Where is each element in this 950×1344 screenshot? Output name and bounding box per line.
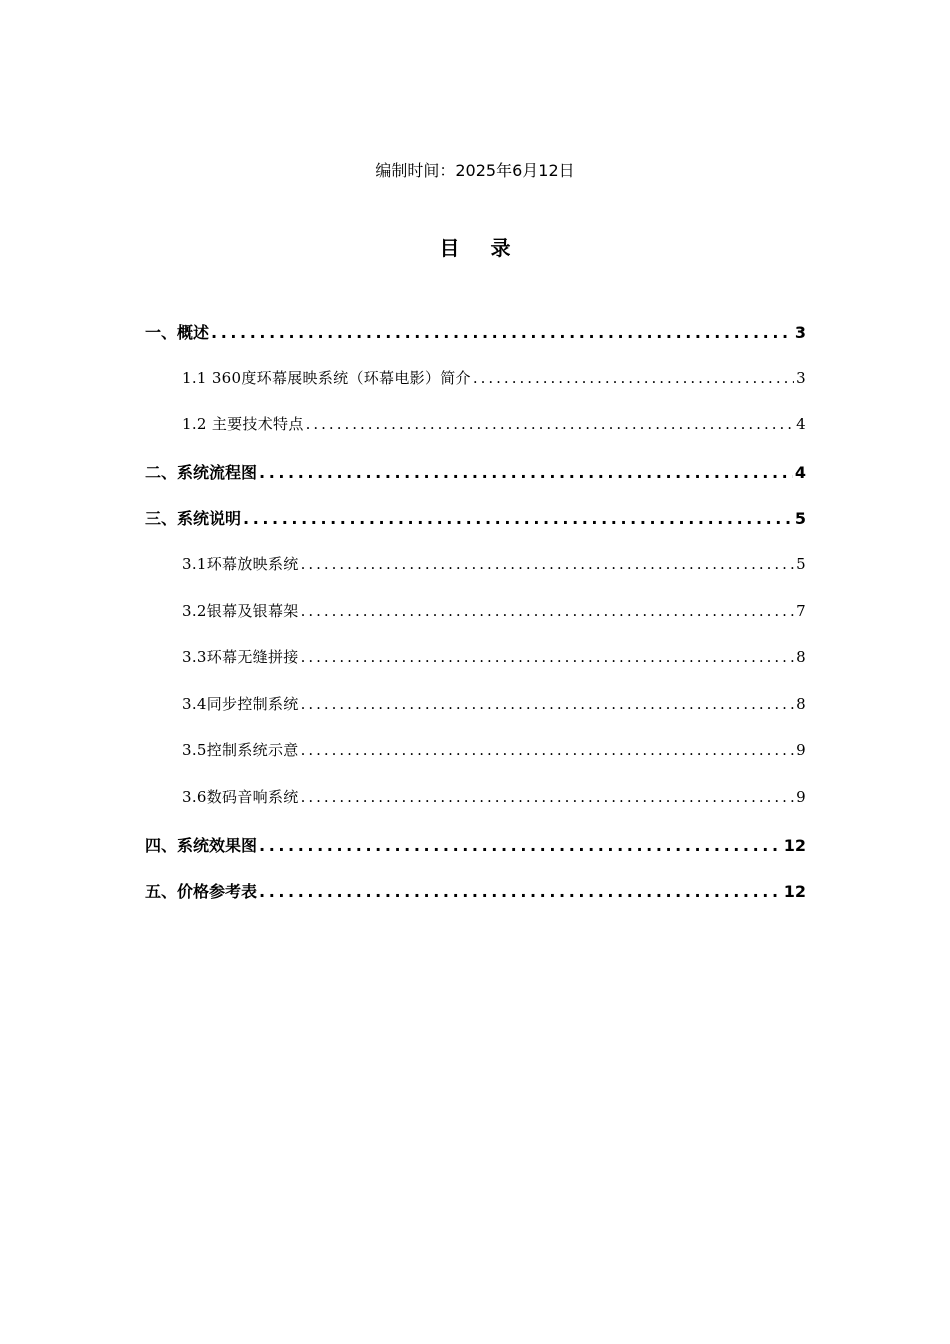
toc-page-number: 4 — [794, 462, 806, 482]
compile-date: 编制时间：2025年6月12日 — [375, 161, 575, 180]
toc-dot-leader — [259, 836, 782, 855]
toc-title: 目 录 — [439, 236, 523, 260]
toc-entry-text: 3.2银幕及银幕架 — [182, 601, 299, 620]
toc-dot-leader — [306, 415, 795, 433]
table-of-contents — [145, 320, 806, 926]
toc-page-number: 8 — [796, 648, 806, 667]
toc-entry-text: 一、概述 — [145, 323, 210, 342]
toc-entry-flowchart[interactable] — [145, 460, 806, 507]
toc-entry-text: 3.4同步控制系统 — [182, 694, 299, 713]
toc-entry-3-4[interactable] — [145, 693, 806, 740]
toc-page-number: 8 — [796, 694, 806, 713]
toc-dot-leader — [259, 882, 782, 901]
toc-entry-effect-renderings[interactable] — [145, 833, 806, 880]
toc-entry-text: 1.2 主要技术特点 — [182, 415, 304, 434]
toc-dot-leader — [243, 509, 793, 528]
toc-entry-text: 3.5控制系统示意 — [182, 741, 299, 760]
toc-entry-price-reference[interactable] — [145, 879, 806, 926]
toc-entry-text: 二、系统流程图 — [145, 462, 258, 482]
toc-entry-text: 3.1环幕放映系统 — [182, 554, 299, 573]
toc-entry-3-5[interactable] — [145, 739, 806, 786]
toc-entry-text: 三、系统说明 — [145, 509, 242, 529]
toc-entry-1-1[interactable] — [145, 367, 806, 414]
toc-entry-3-6[interactable] — [145, 786, 806, 833]
toc-dot-leader — [301, 602, 795, 620]
toc-page-number: 12 — [783, 882, 806, 902]
toc-entry-text: 3.6数码音响系统 — [182, 787, 299, 806]
toc-entry-text: 3.3环幕无缝拼接 — [182, 648, 299, 667]
toc-entry-3-2[interactable] — [145, 600, 806, 647]
toc-entry-1-2[interactable] — [145, 413, 806, 460]
toc-entry-overview[interactable] — [145, 320, 806, 367]
toc-page-number: 7 — [796, 601, 806, 620]
toc-entry-3-1[interactable] — [145, 553, 806, 600]
toc-dot-leader — [301, 648, 795, 666]
toc-page-number: 12 — [783, 835, 806, 855]
toc-page-number: 9 — [796, 741, 806, 760]
toc-page-number: 3 — [796, 368, 806, 387]
toc-entry-text: 四、系统效果图 — [145, 835, 258, 855]
toc-dot-leader — [301, 741, 795, 759]
toc-page-number: 5 — [794, 509, 806, 529]
toc-page-number: 4 — [796, 415, 806, 434]
toc-dot-leader — [301, 695, 795, 713]
toc-dot-leader — [301, 555, 795, 573]
toc-page-number: 3 — [794, 323, 806, 342]
toc-dot-leader — [259, 463, 793, 482]
toc-page-number: 5 — [796, 554, 806, 573]
toc-dot-leader — [211, 323, 793, 342]
toc-entry-system-description[interactable] — [145, 506, 806, 553]
toc-dot-leader — [473, 369, 794, 387]
toc-entry-3-3[interactable] — [145, 646, 806, 693]
toc-entry-text: 1.1 360度环幕展映系统（环幕电影）简介 — [182, 368, 471, 387]
toc-entry-text: 五、价格参考表 — [145, 882, 258, 902]
toc-dot-leader — [301, 788, 795, 806]
toc-page-number: 9 — [796, 787, 806, 806]
